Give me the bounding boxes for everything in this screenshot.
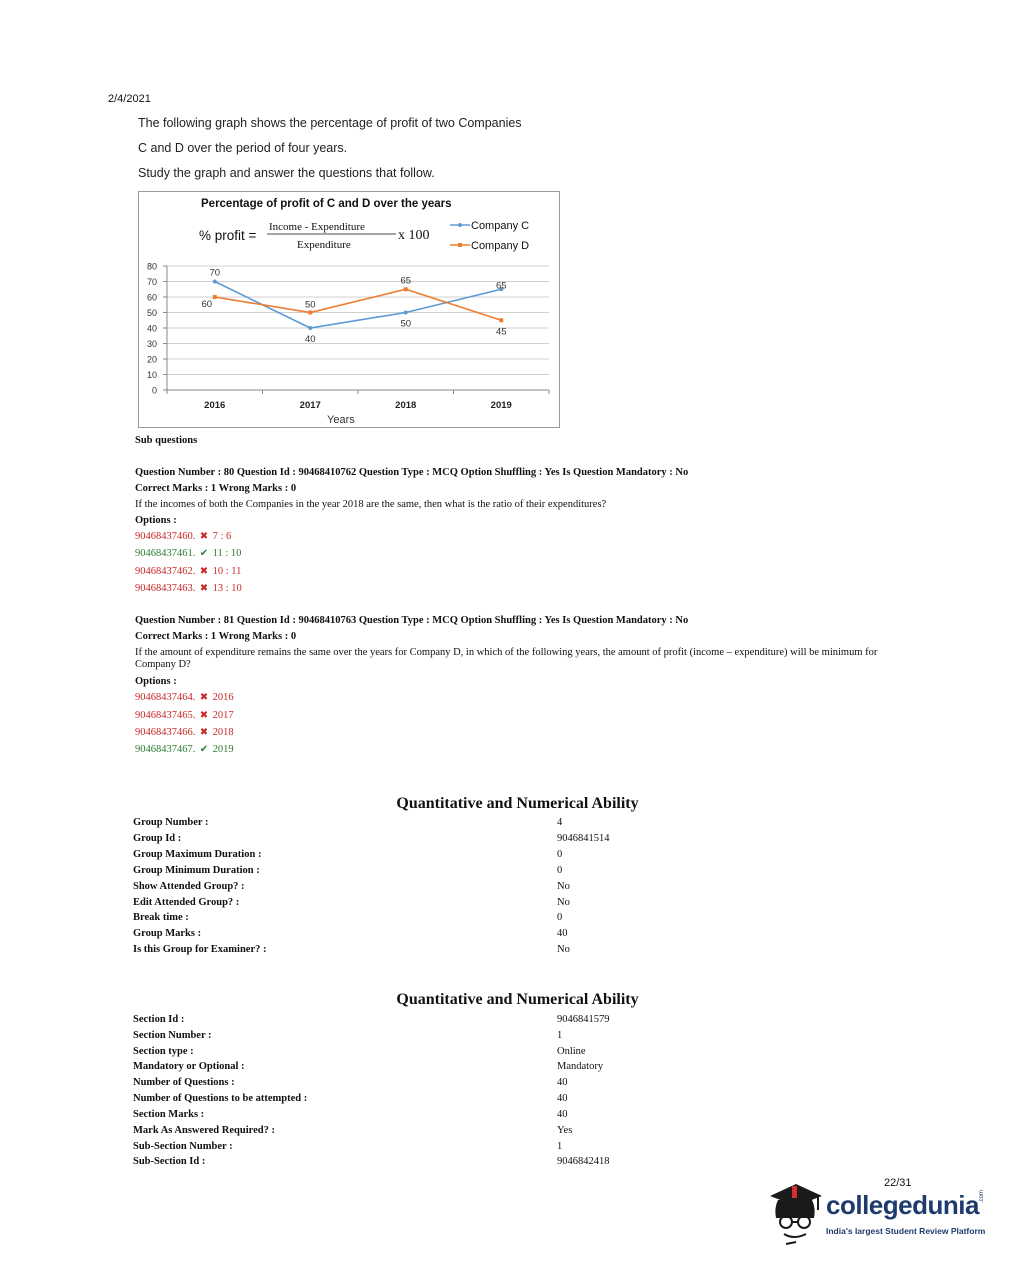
section-label: Mandatory or Optional : [133,1061,245,1072]
page-number: 22/31 [884,1177,912,1189]
data-point [213,280,217,284]
section-label: Sub-Section Number : [133,1141,233,1152]
y-tick-label: 20 [146,354,157,365]
graduate-mascot-icon [766,1178,826,1248]
section-value: 40 [557,1077,568,1088]
question-81-option [135,692,234,703]
y-tick-label: 70 [146,277,157,287]
data-point [404,311,408,315]
section-value: 1 [557,1141,563,1152]
chart-series [201,268,506,346]
question-81-option [135,710,234,721]
question-80-option [135,583,242,594]
y-tick-label: 40 [146,323,157,334]
section-label: Section type : [133,1046,194,1057]
section-label: Number of Questions to be attempted : [133,1093,308,1104]
group-label: Group Id : [133,833,182,844]
formula-denominator: Expenditure [297,239,351,251]
group-value: No [557,944,570,955]
group-value: 40 [557,928,568,939]
group-value: 0 [557,865,563,876]
group-value: No [557,881,570,892]
section-value: Yes [557,1125,573,1136]
data-point [308,326,312,330]
group-label: Edit Attended Group? : [133,897,240,908]
data-label: 60 [201,299,213,310]
section-value: Mandatory [557,1061,604,1072]
sub-questions-label: Sub questions [135,435,198,446]
data-label: 45 [495,326,507,338]
y-tick-label: 30 [146,339,157,349]
formula-lhs: % profit = [199,228,257,243]
option-id: 90468437462. [135,566,196,577]
group-label: Group Number : [133,817,209,828]
intro-line-3: Study the graph and answer the questions that follow. [138,166,435,180]
x-tick-label: 2016 [204,400,226,411]
legend-label-company-d: Company D [471,240,530,252]
option-id: 90468437463. [135,583,196,594]
x-tick-label: 2019 [490,400,512,411]
option-id: 90468437461. [135,548,196,559]
brand-tagline: India's largest Student Review Platform [826,1226,986,1236]
x-axis-title: Years [327,414,355,426]
chart-gridlines [167,266,549,390]
wrong-mark-icon: ✖ [199,692,209,703]
data-label: 50 [304,299,316,311]
question-81-header: Question Number : 81 Question Id : 90468410763 Question Type : MCQ Option Shuffling : Yes Is Question Mandatory : No [135,615,689,626]
y-axis-ticks [147,262,167,396]
section-title: Quantitative and Numerical Ability [396,991,639,1008]
chart-canvas [139,192,559,427]
question-80-option [135,566,241,577]
option-text: 13 : 10 [212,583,242,594]
section-value: 9046842418 [557,1156,610,1167]
section-label: Number of Questions : [133,1077,235,1088]
group-label: Group Minimum Duration : [133,865,260,876]
data-label: 40 [304,334,316,345]
legend-label-company-c: Company C [471,220,530,232]
wrong-mark-icon: ✖ [199,566,209,577]
chart-legend [450,220,529,252]
wrong-mark-icon: ✖ [199,531,209,542]
group-title: Quantitative and Numerical Ability [396,795,639,812]
group-value: No [557,897,570,908]
section-label: Mark As Answered Required? : [133,1125,275,1136]
section-label: Sub-Section Id : [133,1156,206,1167]
option-id: 90468437466. [135,727,196,738]
legend-marker-company-d [458,243,462,247]
section-value: 9046841579 [557,1014,610,1025]
question-81-option [135,727,234,738]
option-id: 90468437467. [135,744,196,755]
data-label: 70 [209,267,221,279]
option-text: 2019 [212,744,234,755]
data-label: 50 [400,318,412,330]
question-81-marks: Correct Marks : 1 Wrong Marks : 0 [135,631,297,642]
y-tick-label: 50 [146,308,157,318]
data-point [308,311,312,315]
option-id: 90468437460. [135,531,196,542]
profit-line-chart [138,191,560,428]
data-point [499,318,503,322]
section-label: Section Number : [133,1030,212,1041]
question-80-option [135,531,231,542]
brand-logo-suffix: .com [979,1189,985,1203]
question-81-option [135,744,234,755]
option-text: 10 : 11 [212,566,242,577]
print-date: 2/4/2021 [108,93,151,105]
question-80-options-label: Options : [135,515,177,526]
question-81-options-label: Options : [135,676,177,687]
option-id: 90468437465. [135,710,196,721]
question-80-option [135,548,241,559]
section-value: Online [557,1046,586,1057]
data-point [213,295,217,299]
group-value: 9046841514 [557,833,610,844]
x-tick-label: 2017 [299,400,321,411]
section-value: 1 [557,1030,563,1041]
brand-logo-text: collegedunia [826,1190,979,1220]
wrong-mark-icon: ✖ [199,727,209,738]
group-label: Group Marks : [133,928,202,939]
y-tick-label: 10 [146,370,157,380]
legend-marker-company-c [458,223,462,227]
question-80-text: If the incomes of both the Companies in the year 2018 are the same, then what is the ratio of their expenditures? [135,499,607,510]
x-tick-label: 2018 [395,400,417,411]
question-80-marks: Correct Marks : 1 Wrong Marks : 0 [135,483,297,494]
group-label: Show Attended Group? : [133,881,245,892]
series-line-company-d [215,289,502,320]
section-label: Section Marks : [133,1109,205,1120]
option-id: 90468437464. [135,692,196,703]
check-mark-icon: ✔ [199,548,209,559]
check-mark-icon: ✔ [199,744,209,755]
section-label: Section Id : [133,1014,185,1025]
y-tick-label: 80 [146,261,157,272]
section-value: 40 [557,1109,568,1120]
group-value: 0 [557,912,563,923]
option-text: 7 : 6 [212,531,232,542]
formula-rhs: x 100 [398,228,430,243]
option-text: 11 : 10 [212,548,242,559]
group-label: Break time : [133,912,189,923]
question-81-text: If the amount of expenditure remains the same over the years for Company D, in which of the following years, the amount of profit (income – expenditure) will be minimum for Company D? [135,647,878,670]
wrong-mark-icon: ✖ [199,583,209,594]
y-tick-label: 0 [151,385,157,396]
y-tick-label: 60 [146,292,157,303]
option-text: 2018 [212,727,234,738]
data-point [404,287,408,291]
wrong-mark-icon: ✖ [199,710,209,721]
option-text: 2017 [212,710,234,721]
group-value: 4 [557,817,563,828]
intro-line-1: The following graph shows the percentage of profit of two Companies [138,116,522,130]
group-value: 0 [557,849,563,860]
data-label: 65 [495,280,507,292]
section-value: 40 [557,1093,568,1104]
group-label: Group Maximum Duration : [133,849,262,860]
chart-title: Percentage of profit of C and D over the years [201,198,452,210]
x-axis-ticks [167,390,549,411]
option-text: 2016 [212,692,234,703]
formula-numerator: Income - Expenditure [269,221,365,233]
intro-line-2: C and D over the period of four years. [138,141,348,155]
question-80-header: Question Number : 80 Question Id : 90468410762 Question Type : MCQ Option Shuffling : Yes Is Question Mandatory : No [135,467,689,478]
data-label: 65 [400,275,412,287]
group-label: Is this Group for Examiner? : [133,944,267,955]
